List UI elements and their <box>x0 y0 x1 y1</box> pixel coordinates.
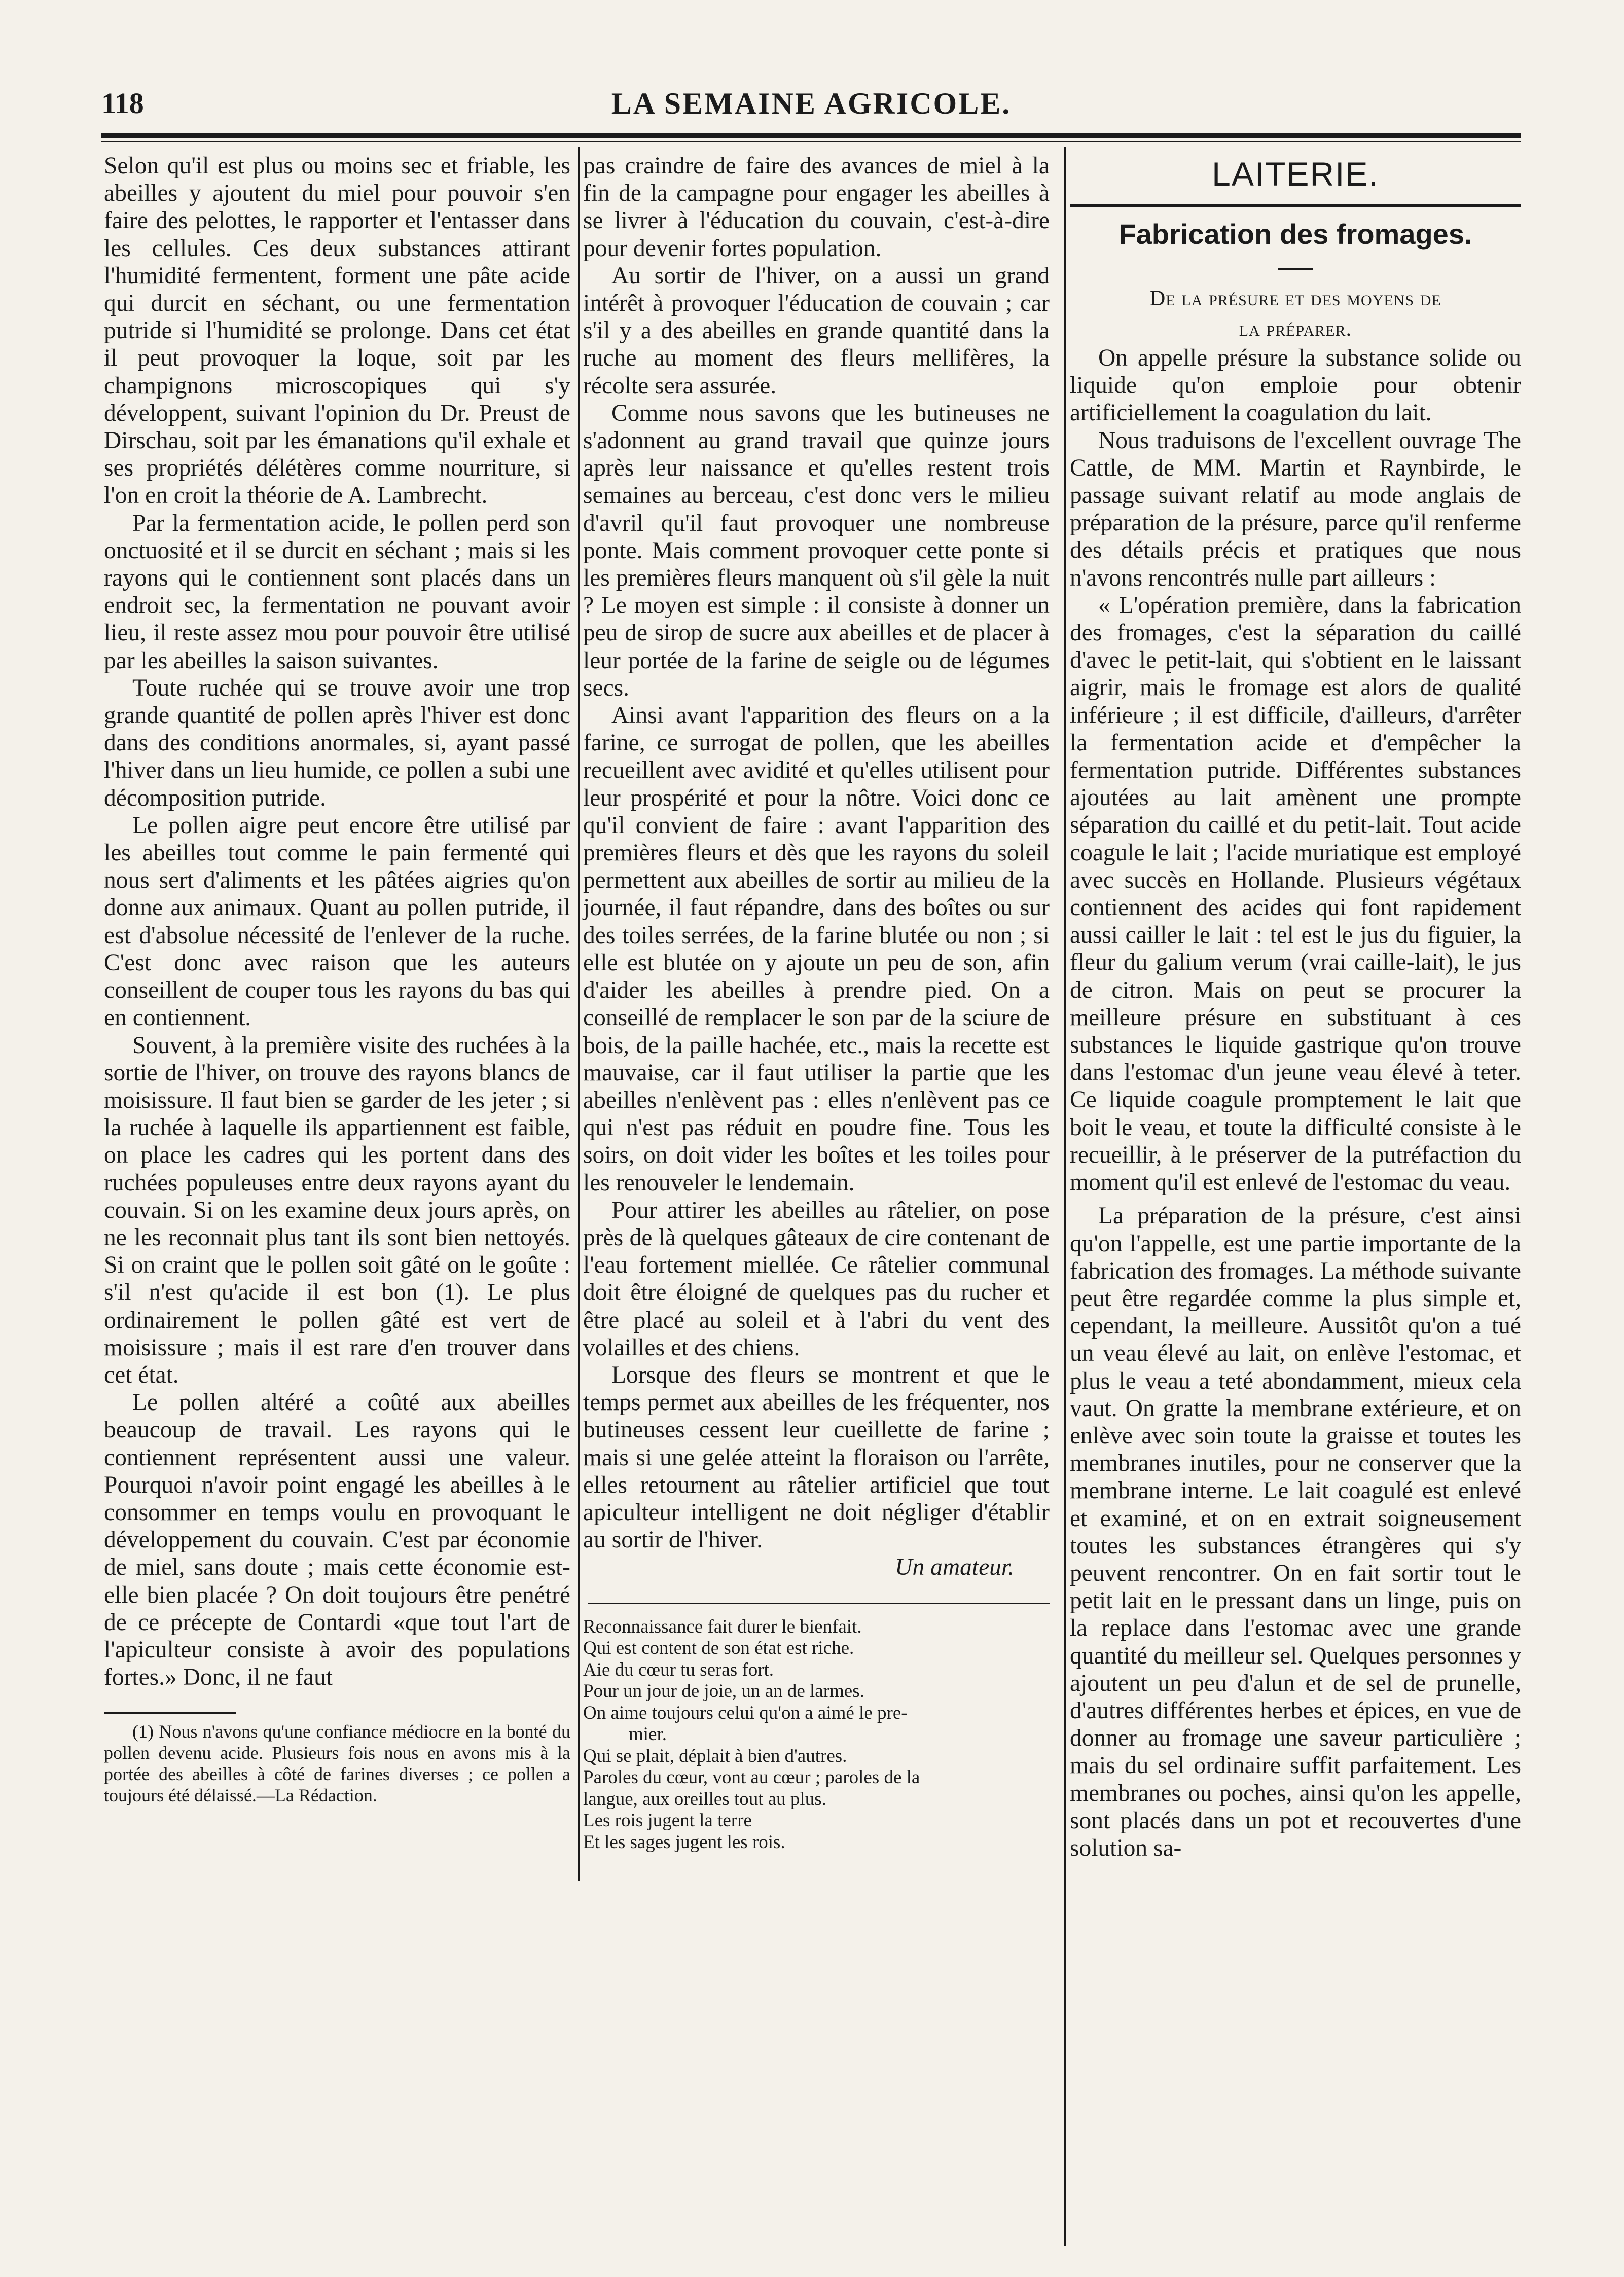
paragraph: Toute ruchée qui se trouve avoir une trop grande quantité de pollen après l'hiver est donc dans des conditions anormales, si, ayant passé l'hiver dans un lieu humide, ce pollen a subi une décomposition putride. <box>104 674 570 811</box>
paragraph: « L'opération première, dans la fabrication des fromages, c'est la séparation du caillé d'avec le petit-lait, qui s'obtient en le laissant aigrir, mais le fromage est alors de qualité inférieure ; il est difficile, d'ailleurs, d'arrêter la fermentation acide et d'empêcher la fermentation putride. Différentes substances ajoutées au lait amènent une prompte séparation du caillé et du petit-lait. Tout acide coagule le lait ; l'acide muriatique est employé avec succès en Hollande. Plusieurs végétaux contiennent des acides qui font rapidement aussi cailler le lait : tel est le jus du figuier, la fleur du galium verum (vrai caille-lait), le jus de citron. Mais on peut se procurer la meilleure présure en substituant à ces substances le liquide gastrique qu'on trouve dans l'estomac d'un jeune veau élevé à teter. Ce liquide coagule promptement le lait que boit le veau, et toute la difficulté consiste à le recueillir, à le préserver de la putréfaction du moment qu'il est enlevé de l'estomac du veau. <box>1070 592 1521 1196</box>
sub-heading: De la présure et des moyens de <box>1149 286 1441 310</box>
maxim-line: Qui se plait, déplait à bien d'autres. <box>583 1745 847 1766</box>
paragraph: Nous traduisons de l'excellent ouvrage The Cattle, de MM. Martin et Raynbirde, le passage suivant relatif au mode anglais de préparation de la présure, parce qu'il renferme des détails précis et pratiques que nous n'avons rencontrés nulle part ailleurs : <box>1070 427 1521 591</box>
page-header <box>101 86 1521 127</box>
maxim-line: mier. <box>629 1724 667 1745</box>
title-rule <box>1278 268 1313 270</box>
maxim-line: Et les sages jugent les rois. <box>583 1831 785 1853</box>
maxim-line: Reconnaissance fait durer le bienfait. <box>583 1616 862 1637</box>
page-number: 118 <box>101 87 144 120</box>
maxim-line: Aie du cœur tu seras fort. <box>583 1659 774 1680</box>
maxim-line: Les rois jugent la terre <box>583 1810 752 1831</box>
maxim-line: Qui est content de son état est riche. <box>583 1638 854 1659</box>
paragraph: Ainsi avant l'apparition des fleurs on a la farine, ce surrogat de pollen, que les abeilles recueillent avec avidité et qu'elles utilisent pour leur prospérité et pour la nôtre. Voici donc ce qu'il convient de faire : avant l'apparition des premières fleurs et dès que les rayons du soleil permettent aux abeilles de sortir au milieu de la journée, il faut répandre, dans des boîtes ou sur des toiles serrées, de la farine blutée ou non ; si elle est blutée on y ajoute un peu de son, afin d'aider les abeilles à prendre pied. On a conseillé de remplacer le son par de la sciure de bois, de la paille hachée, etc., mais la recette est mauvaise, car il faut utiliser la partie que les abeilles n'enlèvent pas : elles n'enlèvent pas ce qui n'est pas réduit en poudre fine. Tous les soirs, on doit vider les boîtes et les toiles pour les renouveler le lendemain. <box>583 702 1050 1196</box>
paragraph: La préparation de la présure, c'est ainsi qu'on l'appelle, est une partie importante de la fabrication des fromages. La méthode suivante peut être regardée comme la plus simple et, cependant, la meilleure. Aussitôt qu'on a tué un veau élevé au lait, on enlève l'estomac, et plus le veau a teté abondamment, mieux cela vaut. On gratte la membrane extérieure, et on enlève avec soin toute la graisse et toutes les membranes inutiles, pour ne conserver que la membrane interne. Le lait coagulé est enlevé et examiné, et on en extrait soigneusement toutes les substances étrangères qui s'y peuvent rencontrer. On en fait sortir tout le petit lait en le pressant dans un linge, puis on la replace dans l'estomac avec une grande quantité du meilleur sel. Quelques personnes y ajoutent un peu d'alun et de sel de prunelle, d'autres différentes herbes et épices, en vue de donner au fromage une saveur particulière ; mais du sel ordinaire suffit parfaitement. Les membranes ou poches, ainsi qu'on les appelle, sont placés dans un pot et recouvertes d'une solution sa- <box>1070 1203 1521 1861</box>
column-divider-1 <box>578 147 580 1881</box>
maxim-line: Pour un jour de joie, un an de larmes. <box>583 1681 864 1702</box>
paragraph: Au sortir de l'hiver, on a aussi un grand intérêt à provoquer l'éducation de couvain ; car s'il y a des abeilles en grande quantité dans la ruche au moment des fleurs mellifères, la récolte sera assurée. <box>583 262 1050 399</box>
section-rule <box>1070 204 1521 207</box>
paragraph: Comme nous savons que les butineuses ne s'adonnent au grand travail que quinze jours après leur naissance et qu'elles restent trois semaines au berceau, c'est donc vers le milieu d'avril qu'il faut provoquer une nombreuse ponte. Mais comment provoquer cette ponte si les premières fleurs manquent où s'il gèle la nuit ? Le moyen est simple : il consiste à donner un peu de sirop de sucre aux abeilles et de placer à leur portée de la farine de seigle ou de légumes secs. <box>583 400 1050 701</box>
paragraph: Pour attirer les abeilles au râtelier, on pose près de là quelques gâteaux de cire contenant de l'eau fortement miellée. Ce râtelier communal doit être éloigné de quelques pas du rucher et être placé au soleil et à l'abri du vent des volailles et des chiens. <box>583 1197 1050 1361</box>
poem-rule <box>588 1603 1050 1604</box>
signature: Un amateur. <box>895 1554 1014 1581</box>
paragraph: Lorsque des fleurs se montrent et que le temps permet aux abeilles de les fréquenter, nos butineuses cessent leur cueillette de farine ; mais si une gelée atteint la floraison ou l'arrête, elles retournent au râtelier artificiel que tout apiculteur intelligent ne doit négliger d'établir au sortir de l'hiver. <box>583 1361 1050 1553</box>
column-divider-2 <box>1064 147 1066 2246</box>
paragraph: Par la fermentation acide, le pollen perd son onctuosité et il se durcit en séchant ; mais si les rayons qui le contiennent sont placés dans un endroit sec, la fermentation ne pouvant avoir lieu, il reste assez mou pour pouvoir être utilisé par les abeilles la saison suivantes. <box>104 510 570 674</box>
maxim-line: On aime toujours celui qu'on a aimé le pre- <box>583 1702 908 1723</box>
column-1 <box>104 152 570 1806</box>
footnote-rule <box>104 1712 236 1714</box>
column-3 <box>1070 152 1521 1862</box>
paragraph: Selon qu'il est plus ou moins sec et friable, les abeilles y ajoutent du miel pour pouvoir s'en faire des pelottes, le rapporter et l'entasser dans les cellules. Ces deux substances attirant l'humidité fermentent, forment une pâte acide qui durcit en séchant, ou une fermentation putride si l'humidité se prolonge. Dans cet état il peut provoquer la loque, soit par les champignons microscopiques qui s'y développent, suivant l'opinion du Dr. Preust de Dirschau, soit par les émanations qu'il exhale et ses propriétés délétères comme nourriture, si l'on en croit la théorie de A. Lambrecht. <box>104 153 570 509</box>
header-rule-thick <box>101 133 1521 138</box>
paragraph: Souvent, à la première visite des ruchées à la sortie de l'hiver, on trouve des rayons blancs de moisissure. Il faut bien se garder de les jeter ; si la ruchée à laquelle ils appartiennent est faible, on place les cadres qui les portent dans des ruchées populeuses entre deux rayons ayant du couvain. Si on les examine deux jours après, on ne les reconnait plus tant ils sont bien nettoyés. Si on craint que le pollen soit gâté on le goûte : s'il n'est qu'acide il est bon (1). Le plus ordinairement le pollen gâté est vert de moisissure ; mais il est rare d'en trouver dans cet état. <box>104 1032 570 1388</box>
paragraph: pas craindre de faire des avances de miel à la fin de la campagne pour engager les abeilles à se livrer à l'éducation du couvain, c'est-à-dire pour devenir fortes population. <box>583 153 1050 262</box>
article-title: Fabrication des fromages. <box>1118 218 1472 250</box>
maxim-line: Paroles du cœur, vont au cœur ; paroles de la <box>583 1767 920 1788</box>
paragraph: Le pollen aigre peut encore être utilisé par les abeilles tout comme le pain fermenté qui nous sert d'aliments et les pâtées aigries qu'on donne aux animaux. Quant au pollen putride, il est d'absolue nécessité de l'enlever de la ruche. C'est donc avec raison que les auteurs conseillent de couper tous les rayons du bas qui en contiennent. <box>104 812 570 1031</box>
maxims-block <box>583 1616 1050 1854</box>
footnote: (1) Nous n'avons qu'une confiance médiocre en la bonté du pollen devenu acide. Plusieurs fois nous en avons mis à la portée des abeilles à côté de farines diverses ; ce pollen a toujours été délaissé.—La Rédaction. <box>104 1721 570 1806</box>
paragraph: Le pollen altéré a coûté aux abeilles beaucoup de travail. Les rayons qui le contiennent représentent aussi une valeur. Pourquoi n'avoir point engagé les abeilles à le consommer en temps voulu en provoquant le développement du couvain. C'est par économie de miel, sans doute ; mais cette économie est-elle bien placée ? On doit toujours être penétré de ce précepte de Contardi «que tout l'art de l'apiculteur consiste à avoir des populations fortes.» Donc, il ne faut <box>104 1389 570 1691</box>
journal-title: LA SEMAINE AGRICOLE. <box>611 87 1012 120</box>
column-2 <box>583 152 1050 1853</box>
maxim-line: langue, aux oreilles tout au plus. <box>583 1788 826 1810</box>
section-title: LAITERIE. <box>1212 155 1379 193</box>
sub-heading: la préparer. <box>1239 317 1352 341</box>
header-rule-thin <box>101 141 1521 142</box>
paragraph: On appelle présure la substance solide ou liquide qu'on emploie pour obtenir artificiellement la coagulation du lait. <box>1070 345 1521 426</box>
